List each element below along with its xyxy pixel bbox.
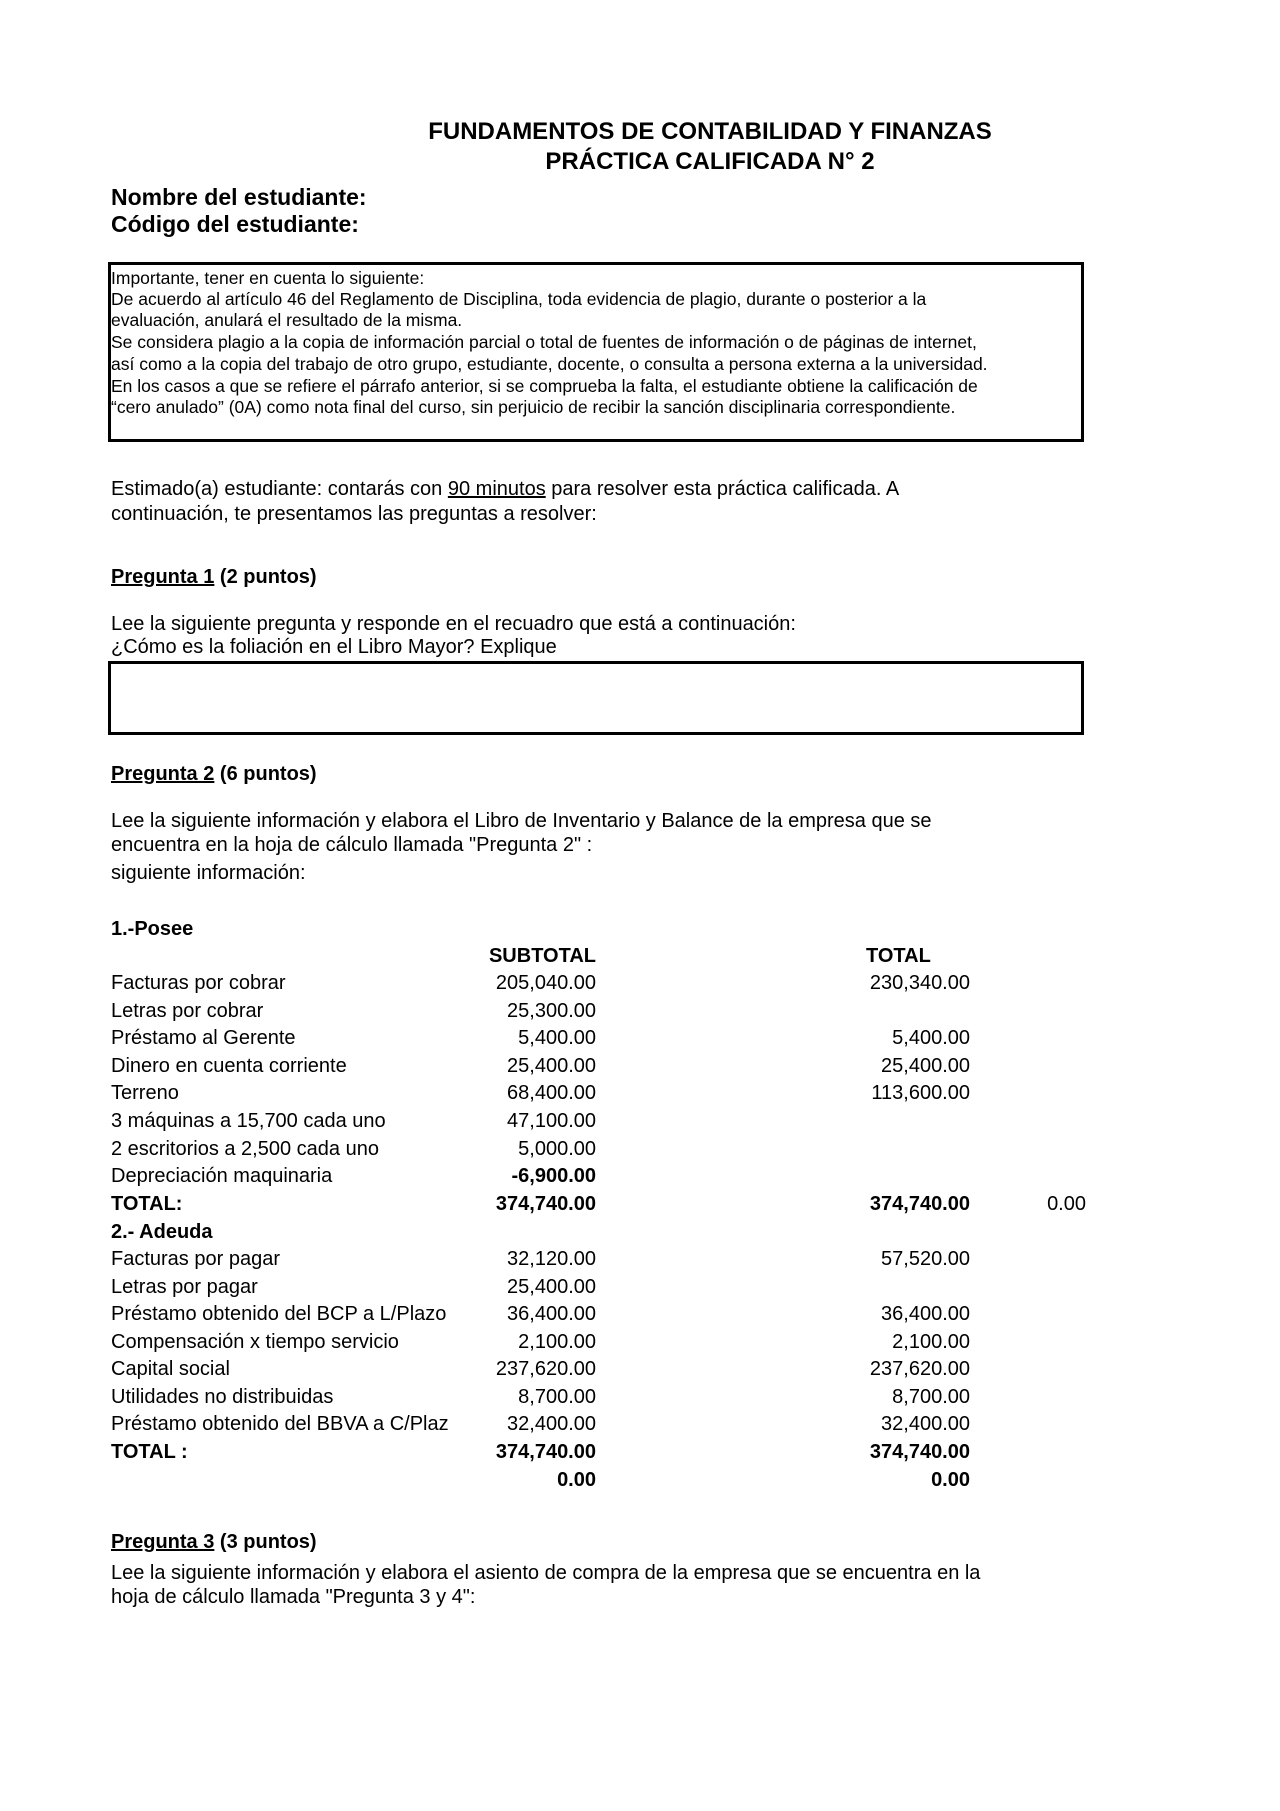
- question-3-line-2: hoja de cálculo llamada "Pregunta 3 y 4":: [111, 1586, 476, 1608]
- question-2-heading: Pregunta 2 (6 puntos): [111, 763, 317, 785]
- document-subtitle: PRÁCTICA CALIFICADA N° 2: [545, 148, 875, 175]
- notice-line-5: así como a la copia del trabajo de otro grupo, estudiante, docente, o consulta a persona externa a la universidad.: [111, 354, 988, 374]
- question-1-line-2: ¿Cómo es la foliación en el Libro Mayor? Explique: [111, 636, 557, 658]
- question-1-answer-box[interactable]: [108, 661, 1084, 735]
- question-1-heading: Pregunta 1 (2 puntos): [111, 566, 317, 588]
- section-posee-heading: 1.-Posee: [111, 918, 194, 940]
- column-subtotal-header: SUBTOTAL: [488, 945, 596, 967]
- question-2-line-2: encuentra en la hoja de cálculo llamada "Pregunta 2" :: [111, 834, 593, 856]
- notice-line-4: Se considera plagio a la copia de información parcial o total de fuentes de información o de páginas de internet,: [111, 332, 977, 352]
- notice-line-3: evaluación, anulará el resultado de la misma.: [111, 310, 463, 330]
- notice-line-2: De acuerdo al artículo 46 del Reglamento de Disciplina, toda evidencia de plagio, durante o posterior a la: [111, 289, 927, 309]
- notice-line-6: En los casos a que se refiere el párrafo anterior, si se comprueba la falta, el estudiante obtiene la calificación de: [111, 376, 978, 396]
- document-title: FUNDAMENTOS DE CONTABILIDAD Y FINANZAS: [428, 118, 992, 145]
- column-total-header: TOTAL: [866, 945, 931, 967]
- question-1-line-1: Lee la siguiente pregunta y responde en el recuadro que está a continuación:: [111, 613, 796, 635]
- student-code-label: Código del estudiante:: [111, 211, 359, 237]
- question-2-line-1: Lee la siguiente información y elabora el Libro de Inventario y Balance de la empresa que se: [111, 810, 932, 832]
- question-2-line-3: siguiente información:: [111, 862, 306, 884]
- intro-line-2: continuación, te presentamos las preguntas a resolver:: [111, 503, 597, 525]
- intro-line-1: Estimado(a) estudiante: contarás con 90 minutos para resolver esta práctica calificada. A: [111, 478, 900, 500]
- section-adeuda-heading: 2.- Adeuda: [111, 1221, 213, 1243]
- question-3-line-1: Lee la siguiente información y elabora el asiento de compra de la empresa que se encuentra en la: [111, 1562, 981, 1584]
- question-3-heading: Pregunta 3 (3 puntos): [111, 1531, 317, 1553]
- student-name-label: Nombre del estudiante:: [111, 184, 367, 210]
- notice-line-7: “cero anulado” (0A) como nota final del curso, sin perjuicio de recibir la sanción disciplinaria correspondiente.: [111, 397, 956, 417]
- notice-line-1: Importante, tener en cuenta lo siguiente:: [111, 268, 425, 288]
